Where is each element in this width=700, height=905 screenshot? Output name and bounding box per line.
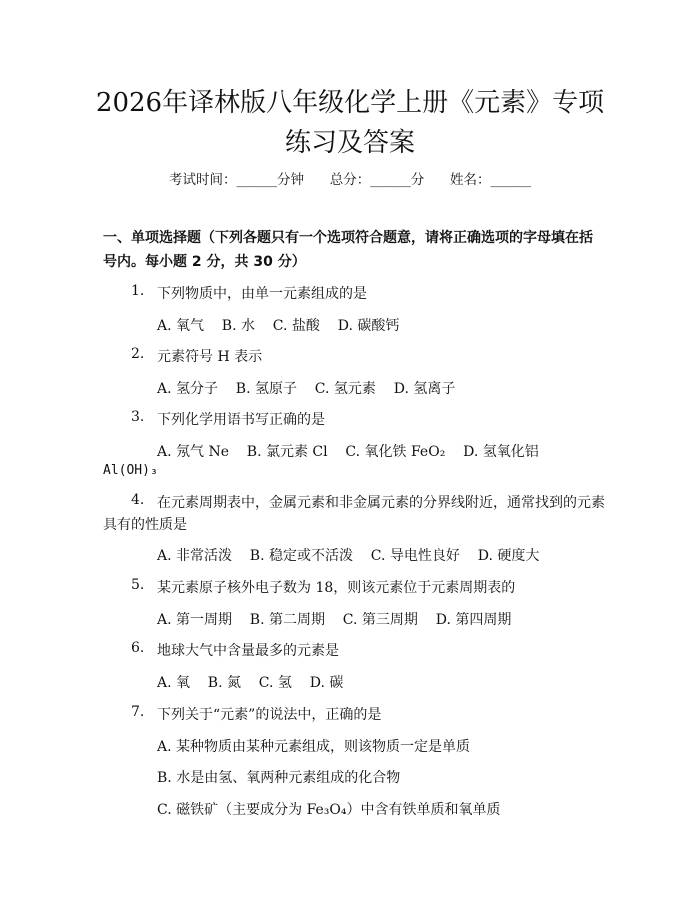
question-7-option-c: C. 磁铁矿（主要成分为 Fe₃O₄）中含有铁单质和氧单质 xyxy=(157,802,501,818)
question-text: 下列关于“元素”的说法中，正确的是 xyxy=(157,707,382,723)
question-7-option-a: A. 某种物质由某种元素组成，则该物质一定是单质 xyxy=(157,739,471,755)
question-number: 4. xyxy=(131,492,145,508)
question-number: 6. xyxy=(131,640,145,656)
question-text: 在元素周期表中，金属元素和非金属元素的分界线附近，通常找到的元素 xyxy=(157,495,605,511)
question-5-options: A. 第一周期 B. 第二周期 C. 第三周期 D. 第四周期 xyxy=(157,612,512,628)
question-text: 下列化学用语书写正确的是 xyxy=(157,412,325,428)
question-number: 1. xyxy=(131,283,145,299)
question-text: 元素符号 H 表示 xyxy=(157,349,263,365)
question-text: 下列物质中，由单一元素组成的是 xyxy=(157,286,367,302)
question-2-options: A. 氢分子 B. 氢原子 C. 氢元素 D. 氢离子 xyxy=(157,381,456,397)
question-4-options: A. 非常活泼 B. 稳定或不活泼 C. 导电性良好 D. 硬度大 xyxy=(157,548,540,564)
question-number: 7. xyxy=(131,704,145,720)
exam-info-line: 考试时间：______分钟 总分：______分 姓名：______ xyxy=(169,172,531,188)
question-3-options: A. 氖气 Ne B. 氯元素 Cl C. 氧化铁 FeO₂ D. 氢氧化铝 xyxy=(157,444,539,460)
question-text: 某元素原子核外电子数为 18，则该元素位于元素周期表的 xyxy=(157,580,516,596)
question-text: 地球大气中含量最多的元素是 xyxy=(157,643,339,659)
question-number: 5. xyxy=(131,577,145,593)
question-6-options: A. 氧 B. 氮 C. 氢 D. 碳 xyxy=(157,675,344,691)
question-7-option-b: B. 水是由氢、氧两种元素组成的化合物 xyxy=(157,770,401,786)
question-number: 2. xyxy=(131,346,145,362)
document-title: 2026年译林版八年级化学上册《元素》专项练习及答案 xyxy=(95,88,605,158)
question-4-text-continued: 具有的性质是 xyxy=(103,517,187,533)
question-3-options-continued: Al(OH)₃ xyxy=(103,463,158,478)
question-number: 3. xyxy=(131,409,145,425)
section-heading: 一、单项选择题（下列各题只有一个选项符合题意，请将正确选项的字母填在括号内。每小题 2 分，共 30 分） xyxy=(103,230,593,270)
question-1-options: A. 氧气 B. 水 C. 盐酸 D. 碳酸钙 xyxy=(157,318,400,334)
